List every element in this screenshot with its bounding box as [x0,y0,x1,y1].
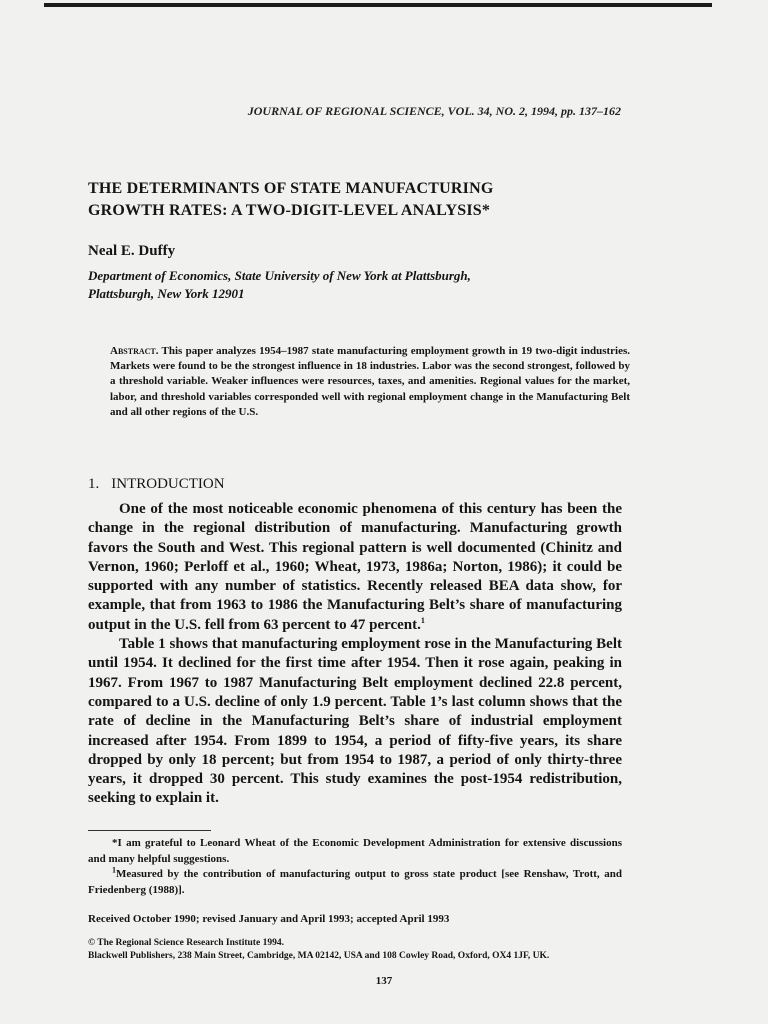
abstract [110,344,630,420]
footnote-ref: 1 [420,615,425,625]
article-title [88,178,688,222]
paragraph [88,635,622,809]
affiliation-line-2: Plattsburgh, New York 12901 [88,286,245,301]
page-number: 137 [375,975,393,987]
author-name: Neal E. Duffy [88,243,176,259]
footnote-divider [88,830,211,831]
footnote-acknowledgment: *I am grateful to Leonard Wheat of the Economic Development Administration for extensive discussions and many helpful suggestions. [88,837,622,865]
title-line-2: GROWTH RATES: A TWO-DIGIT-LEVEL ANALYSIS* [88,202,491,219]
paragraph-1-text: One of the most noticeable economic phenomena of this century has been the change in the regional distribution of manufacturing. Manufacturing growth favors the South and West. This regional pattern is well documented (Chinitz and Vernon, 1960; Perloff et al., 1960; Wheat, 1973, 1986a; Norton, 1986); it could be supported with any number of statistics. Recently released BEA data show, for example, that from 1963 to 1986 the Manufacturing Belt’s share of manufacturing output in the U.S. fell from 63 percent to 47 percent. [88,501,622,633]
copyright-line-2: Blackwell Publishers, 238 Main Street, Cambridge, MA 02142, USA and 108 Cowley Road, Oxford, OX4 1JF, UK. [88,951,550,961]
affiliation-line-1: Department of Economics, State University of New York at Plattsburgh, [88,268,471,283]
title-line-1: THE DETERMINANTS OF STATE MANUFACTURING [88,180,494,197]
copyright-line-1: © The Regional Science Research Institute 1994. [88,938,284,948]
abstract-label: Abstract. [110,345,159,357]
section-heading [88,476,237,493]
section-number: 1. [88,476,100,492]
footnote-1 [88,867,622,898]
footnote-1-text: Measured by the contribution of manufacturing output to gross state product [see Renshaw, Trott, and Friedenberg (1988)]. [88,868,622,896]
author-affiliation [88,267,471,303]
received-dates: Received October 1990; revised January and April 1993; accepted April 1993 [88,913,450,925]
section-title: INTRODUCTION [111,476,225,492]
copyright-notice [88,937,549,963]
footnote-1-mark: 1 [112,865,116,875]
top-rule [44,3,712,7]
body-text [88,500,622,809]
footnotes [88,836,622,898]
paragraph [88,500,622,635]
paragraph-2-text: Table 1 shows that manufacturing employment rose in the Manufacturing Belt until 1954. It declined for the first time after 1954. Then it rose again, peaking in 1967. From 1967 to 1987 Manufacturing Belt employment declined 22.8 percent, compared to a U.S. decline of only 1.9 percent. Table 1’s last column shows that the rate of decline in the Manufacturing Belt’s share of industrial employment increased after 1954. From 1899 to 1954, a period of fifty-five years, its share dropped by only 18 percent; but from 1954 to 1987, a period of only thirty-three years, it dropped 30 percent. This study examines the post-1954 redistribution, seeking to explain it. [88,636,622,807]
abstract-text: This paper analyzes 1954–1987 state manufacturing employment growth in 19 two-digit industries. Markets were found to be the strongest influence in 18 industries. Labor was the second strongest, followed by a threshold variable. Weaker influences were resources, taxes, and amenities. Regional values for the market, labor, and threshold variables corresponded well with regional employment change in the Manufacturing Belt and all other regions of the U.S. [110,345,630,418]
journal-header: JOURNAL OF REGIONAL SCIENCE, VOL. 34, NO. 2, 1994, pp. 137–162 [247,104,621,118]
